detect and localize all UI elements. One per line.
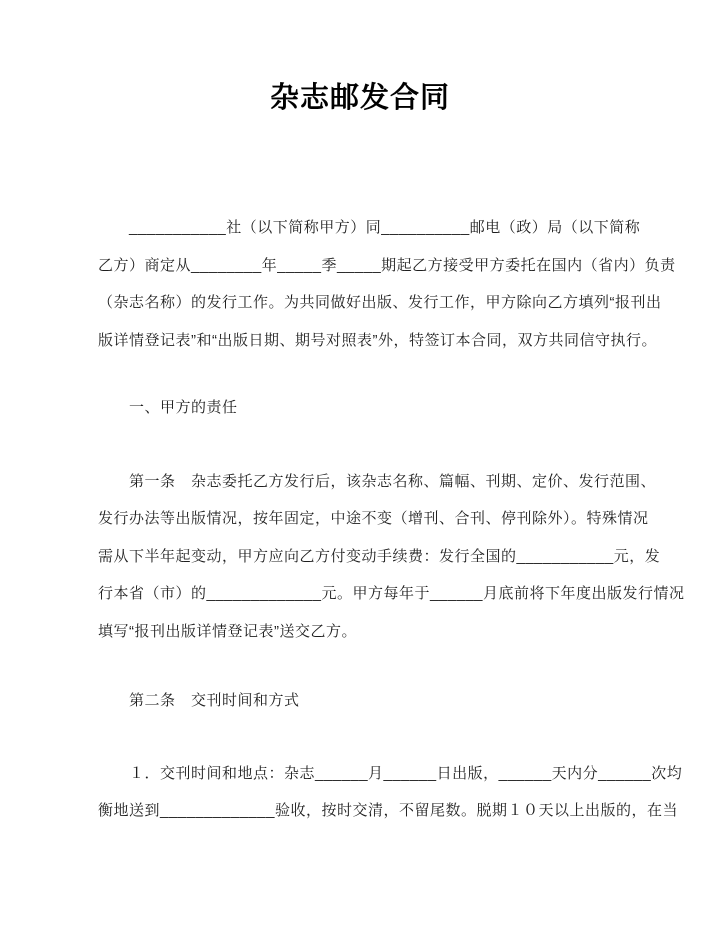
intro-line-3: （杂志名称）的发行工作。为共同做好出版、发行工作，甲方除向乙方填列“报刊出: [98, 294, 662, 312]
article-2-heading: 第二条 交刊时间和方式: [98, 692, 300, 710]
article-1-line-5: 填写“报刊出版详情登记表”送交乙方。: [98, 622, 357, 640]
article-1-line-3: 需从下半年起变动，甲方应向乙方付变动手续费：发行全国的___________元，发: [98, 547, 661, 565]
article-1-line-2: 发行办法等出版情况，按年固定，中途不变（增刊、合刊、停刊除外）。特殊情况: [98, 510, 649, 528]
intro-paragraph: [98, 209, 676, 359]
intro-line-1: ___________社（以下简称甲方）同__________邮电（政）局（以下简称: [98, 219, 641, 237]
intro-line-2: 乙方）商定从________年_____季_____期起乙方接受甲方委托在国内（省内）负责: [98, 256, 676, 274]
article-2-line-2: 衡地送到_____________验收，按时交清，不留尾数。脱期１０天以上出版的，在当: [98, 802, 678, 820]
contract-title: 杂志邮发合同: [269, 82, 450, 114]
intro-line-4: 版详情登记表”和“出版日期、期号对照表”外，特签订本合同，双方共同信守执行。: [98, 331, 657, 349]
article-1-line-4: 行本省（市）的_____________元。甲方每年于______月底前将下年度出版发行情况: [98, 585, 685, 603]
article-1-paragraph: [98, 463, 685, 651]
section-heading-party-a-responsibilities: 一、甲方的责任: [98, 399, 238, 417]
article-2-line-1: １．交刊时间和地点：杂志______月______日出版，______天内分______次均: [98, 764, 683, 782]
document-body: [0, 209, 685, 830]
article-2-paragraph: [98, 755, 683, 830]
article-1-line-1: 第一条 杂志委托乙方发行后，该杂志名称、篇幅、刊期、定价、发行范围、: [98, 472, 657, 490]
